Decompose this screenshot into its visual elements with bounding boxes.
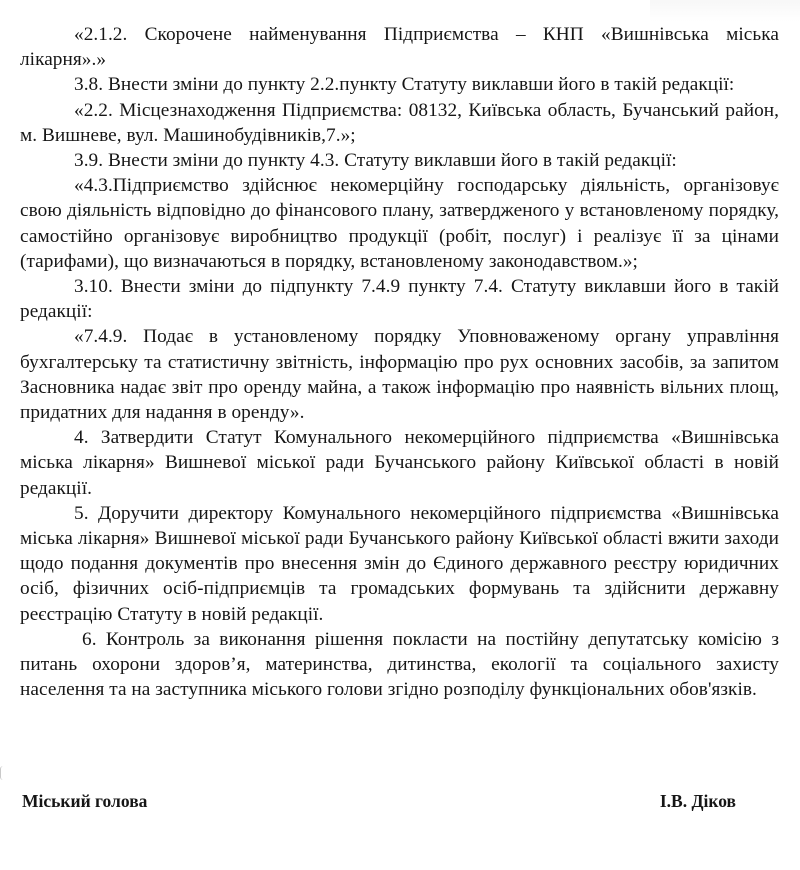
scan-artifact — [650, 0, 800, 22]
paragraph-3-10: 3.10. Внести зміни до підпункту 7.4.9 пункту 7.4. Статуту виклавши його в такій редакції: — [20, 276, 779, 323]
paragraph-3-8: 3.8. Внести зміни до пункту 2.2.пункту Статуту виклавши його в такій редакції: — [74, 74, 735, 96]
paragraph-item-5: 5. Доручити директору Комунального некомерційного підприємства «Вишнівська міська лікарня» Вишневої міської ради Бучанського району Київської області вжити заходи щодо подання документів про внесення змін до Єдиного державного реєстру юридичних осіб, фізичних осіб-підприємців та громадських формувань та здійснити державну реєстрацію Статуту в новій редакції. — [20, 502, 779, 625]
document-body — [20, 22, 779, 702]
signature-block — [22, 791, 736, 812]
scan-edge-mark — [0, 766, 4, 780]
paragraph-3-9: 3.9. Внести зміни до пункту 4.3. Статуту виклавши його в такій редакції: — [74, 150, 677, 172]
paragraph-item-6: 6. Контроль за виконання рішення покласти на постійну депутатську комісію з питань охорони здоров’я, материнства, дитинства, екології та соціального захисту населення та на заступника міського голови згідно розподілу функціональних обов'язків. — [20, 628, 779, 701]
signature-name: І.В. Діков — [659, 791, 736, 811]
paragraph-2-1-2: «2.1.2. Скорочене найменування Підприємства – КНП «Вишнівська міська лікарня».» — [20, 24, 779, 71]
signature-title: Міський голова — [22, 791, 148, 811]
paragraph-4-3: «4.3.Підприємство здійснює некомерційну господарську діяльність, організовує свою діяльність відповідно до фінансового плану, затвердженого у встановленому порядку, самостійно організовує виробництво продукції (робіт, послуг) і реалізує її за цінами (тарифами), що визначаються в порядку, встановленому законодавством.»; — [20, 175, 779, 272]
paragraph-item-4: 4. Затвердити Статут Комунального некомерційного підприємства «Вишнівська міська лікарня» Вишневої міської ради Бучанського району Київської області в новій редакції. — [20, 427, 779, 499]
paragraph-7-4-9: «7.4.9. Подає в установленому порядку Уповноваженому органу управління бухгалтерську та статистичну звітність, інформацію про рух основних засобів, за запитом Засновника надає звіт про оренду майна, а також інформацію про наявність вільних площ, придатних для надання в оренду». — [20, 326, 779, 424]
paragraph-2-2: «2.2. Місцезнаходження Підприємства: 08132, Київська область, Бучанський район, м. Вишневе, вул. Машинобудівників,7.»; — [20, 99, 779, 146]
